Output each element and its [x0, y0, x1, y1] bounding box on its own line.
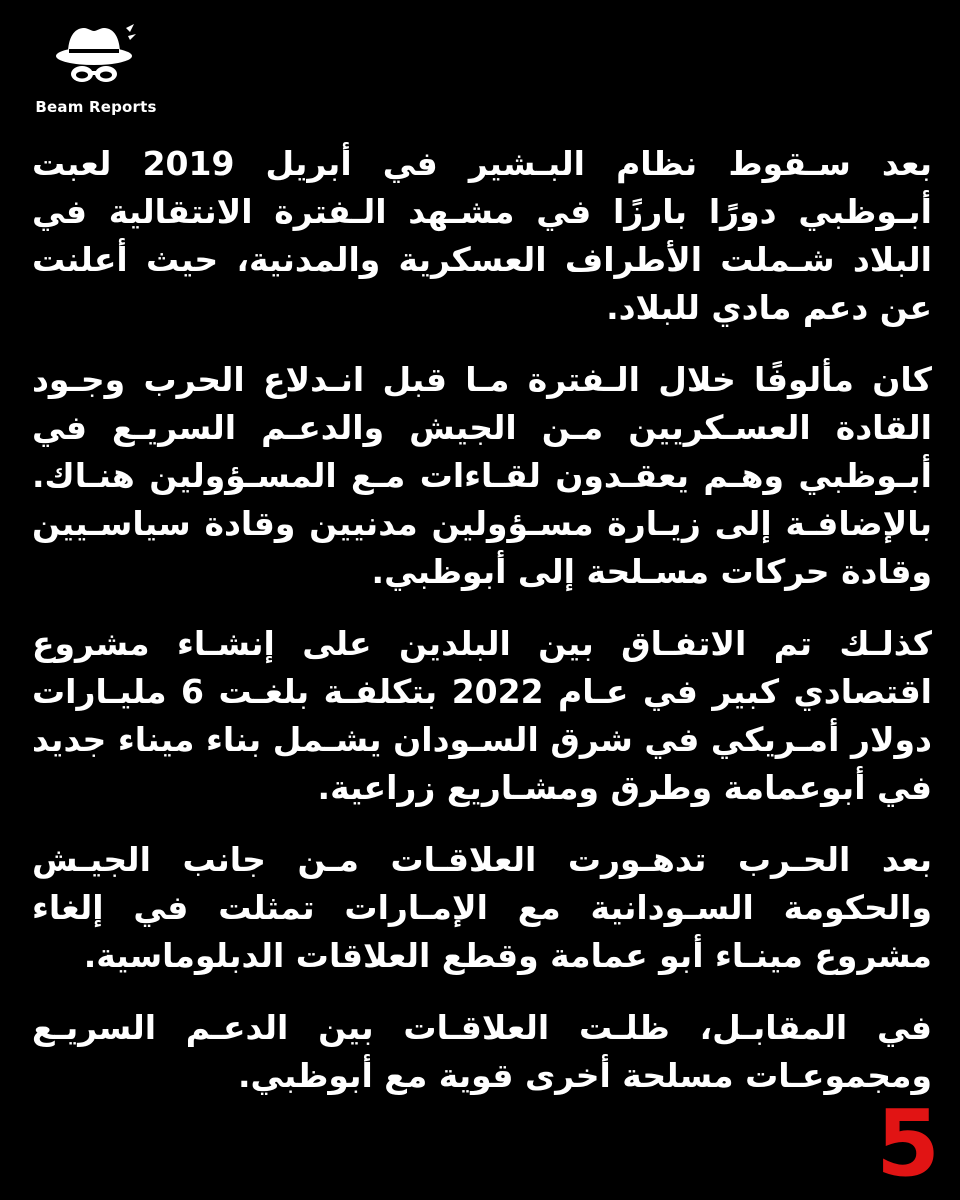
page-number: 5 [875, 1090, 940, 1197]
article-paragraph: في المقابـل، ظلـت العلاقـات بين الدعـم السريـع ومجموعـات مسلحة أخرى قوية مع أبوظبي. [32, 1008, 932, 1095]
article-paragraph: بعد سـقوط نظام البـشير في أبريل 2019 لعبت أبـوظبي دورًا بارزًا في مشـهد الـفترة الانتقالية في البلاد شـملت الأطراف العسكرية والمدنية، حيث أعلنت عن دعم مادي للبلاد. [32, 144, 932, 327]
brand-logo [34, 22, 158, 122]
brand-name: Beam Reports [35, 98, 157, 116]
spy-hat-glasses-icon [54, 22, 138, 92]
article-paragraph: كذلـك تم الاتفـاق بين البلدين على إنشـاء مشروع اقتصادي كبير في عـام 2022 بتكلفـة بلغـت 6 مليـارات دولار أمـريكي في شرق السـودان يشـمل بناء ميناء جديد في أبوعمامة وطرق ومشـاريع زراعية. [32, 624, 932, 807]
article-paragraph: كان مألوفًا خلال الـفترة مـا قبل انـدلاع الحرب وجـود القادة العسـكريين مـن الجيش والدعـم السريـع في أبـوظبي وهـم يعقـدون لقـاءات مـع المسـؤولين هنـاك. بالإضافـة إلى زيـارة مسـؤولين مدنيين وقادة سياسـيين وقادة حركات مسـلحة إلى أبوظبي. [32, 360, 932, 591]
article-body [32, 140, 932, 1124]
article-paragraph: بعد الحـرب تدهـورت العلاقـات مـن جانب الجيـش والحكومة السـودانية مع الإمـارات تمثلت في إلغاء مشروع مينـاء أبو عمامة وقطع العلاقات الدبلوماسية. [32, 840, 932, 975]
